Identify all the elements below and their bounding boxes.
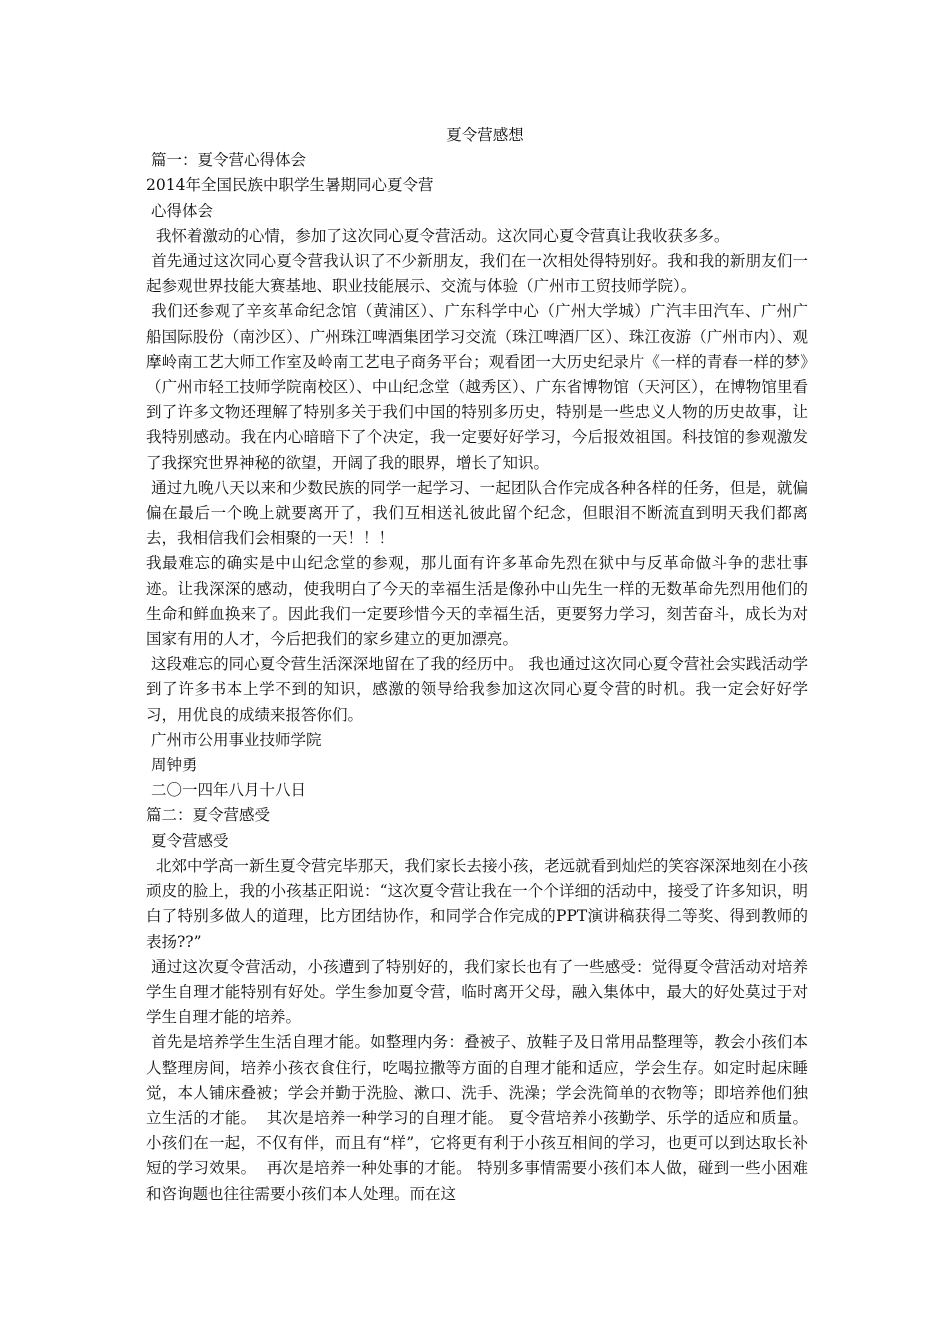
- paragraph: 通过这次夏令营活动，小孩遭到了特别好的，我们家长也有了一些感受：觉得夏令营活动对培养学生自理才能特别有好处。学生参加夏令营，临时离开父母，融入集体中，最大的好处莫过于对学生自理才能的培养。: [146, 957, 808, 1027]
- document-title: 夏令营感想: [446, 126, 524, 144]
- text-line: 夏令营感受: [146, 831, 229, 850]
- paragraph: 通过九晚八天以来和少数民族的同学一起学习、一起团队合作完成各种各样的任务，但是，就偏偏在最后一个晚上就要离开了，我们互相送礼彼此留个纪念，但眼泪不断流直到明天我们都离去，我相信我们会相聚的一天！！！: [146, 478, 808, 548]
- text-line: 心得体会: [146, 201, 213, 220]
- text-line: 广州市公用事业技师学院: [146, 730, 322, 749]
- paragraph: 首先是培养学生生活自理才能。如整理内务：叠被子、放鞋子及日常用品整理等，教会小孩们本人整理房间，培养小孩衣食住行，吃喝拉撒等方面的自理才能和适应，学会生存。如定时起床睡觉，本人铺床叠被；学会并勤于洗脸、漱口、洗手、洗澡；学会洗简单的衣物等；即培养他们独立生活的才能。 其次是培养一种学习的自理才能。 夏令营培养小孩勤学、乐学的适应和质量。小孩们在一起，不仅有伴，而且有“样”，它将更有利于小孩互相间的学习，也更可以到达取长补短的学习效果。 再次是培养一种处事的才能。 特别多事情需要小孩们本人做，碰到一些小困难和咨询题也往往需要小孩们本人处理。而在这: [146, 1033, 808, 1203]
- paragraph: 这段难忘的同心夏令营生活深深地留在了我的经历中。 我也通过这次同心夏令营社会实践活动学到了许多书本上学不到的知识，感激的领导给我参加这次同心夏令营的时机。我一定会好好学习，用优良的成绩来报答你们。: [146, 655, 808, 724]
- paragraph: 我怀着激动的心情，参加了这次同心夏令营活动。这次同心夏令营真让我收获多多。: [146, 226, 730, 245]
- document-page: [146, 123, 808, 1207]
- text-line: 2014年全国民族中职学生暑期同心夏令营: [146, 176, 434, 195]
- text-line: 篇二：夏令营感受: [146, 806, 271, 825]
- paragraph: 北郊中学高一新生夏令营完毕那天，我们家长去接小孩，老远就看到灿烂的笑容深深地刻在小孩顽皮的脸上，我的小孩基正阳说：“这次夏令营让我在一个个详细的活动中，接受了许多知识，明白了特别多做人的道理，比方团结协作，和同学合作完成的PPT演讲稿获得二等奖、得到教师的表扬??”: [146, 856, 808, 951]
- text-line: 周钟勇: [146, 756, 198, 775]
- text-line: 篇一：夏令营心得体会: [146, 151, 306, 170]
- paragraph: 我最难忘的确实是中山纪念堂的参观，那儿面有许多革命先烈在狱中与反革命做斗争的悲壮事迹。让我深深的感动，使我明白了今天的幸福生活是像孙中山先生一样的无数革命先烈用他们的生命和鲜血换来了。因此我们一定要珍惜今天的幸福生活，更要努力学习，刻苦奋斗，成长为对国家有用的人才，今后把我们的家乡建立的更加漂亮。: [146, 554, 808, 649]
- paragraph: 首先通过这次同心夏令营我认识了不少新朋友，我们在一次相处得特别好。我和我的新朋友们一起参观世界技能大赛基地、职业技能展示、交流与体验（广州市工贸技师学院）。: [146, 252, 808, 296]
- paragraph: 我们还参观了辛亥革命纪念馆（黄浦区）、广东科学中心（广州大学城）广汽丰田汽车、广州广船国际股份（南沙区）、广州珠江啤酒集团学习交流（珠江啤酒厂区）、珠江夜游（广州市内）、观摩岭南工艺大师工作室及岭南工艺电子商务平台；观看团一大历史纪录片《一样的青春一样的梦》（广州市轻工技师学院南校区）、中山纪念堂（越秀区）、广东省博物馆（天河区），在博物馆里看到了许多文物还理解了特别多关于我们中国的特别多历史，特别是一些忠义人物的历史故事，让我特别感动。我在内心暗暗下了个决定，我一定要好好学习，今后报效祖国。科技馆的参观激发了我探究世界神秘的欲望，开阔了我的眼界，增长了知识。: [146, 302, 808, 472]
- text-line: 二〇一四年八月十八日: [146, 781, 306, 800]
- document-body: [146, 148, 808, 1207]
